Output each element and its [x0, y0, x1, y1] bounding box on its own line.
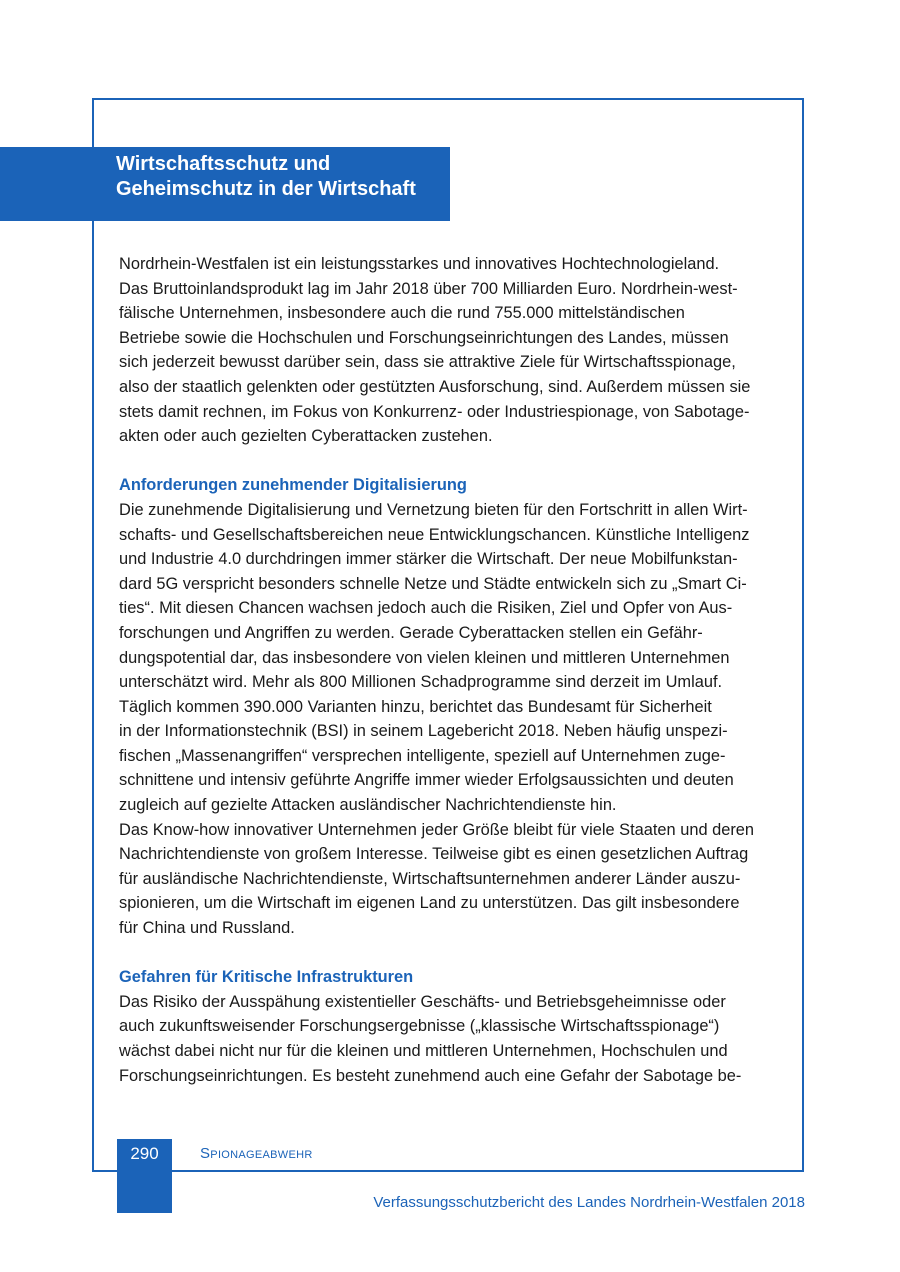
text-line: Täglich kommen 390.000 Varianten hinzu, berichtet das Bundesamt für Sicherheit	[119, 697, 712, 716]
text-line: für China und Russland.	[119, 919, 295, 938]
text-line: dard 5G verspricht besonders schnelle Netze und Städte entwickeln sich zu „Smart Ci-	[119, 574, 747, 593]
text-line: stets damit rechnen, im Fokus von Konkurrenz- oder Industriespionage, von Sabotage-	[119, 402, 750, 421]
section-title-line-2: Geheimschutz in der Wirtschaft	[116, 178, 416, 200]
text-line: Forschungseinrichtungen. Es besteht zunehmend auch eine Gefahr der Sabotage be-	[119, 1066, 742, 1085]
subheading-digitalisierung: Anforderungen zunehmender Digitalisierung	[119, 476, 467, 495]
text-line: zugleich auf gezielte Attacken ausländischer Nachrichtendienste hin.	[119, 796, 617, 815]
text-line: für ausländische Nachrichtendienste, Wirtschaftsunternehmen anderer Länder auszu-	[119, 869, 741, 888]
text-line: und Industrie 4.0 durchdringen immer stärker die Wirtschaft. Der neue Mobilfunkstan-	[119, 550, 738, 569]
text-line: schafts- und Gesellschaftsbereichen neue Entwicklungschancen. Künstliche Intelligenz	[119, 525, 750, 544]
text-line: schnittene und intensiv geführte Angriffe immer wieder Erfolgsaussichten und deuten	[119, 771, 734, 790]
text-line: in der Informationstechnik (BSI) in seinem Lagebericht 2018. Neben häufig unspezi-	[119, 722, 728, 741]
text-line: ties“. Mit diesen Chancen wachsen jedoch auch die Risiken, Ziel und Opfer von Aus-	[119, 599, 733, 618]
text-line: Das Know-how innovativer Unternehmen jeder Größe bleibt für viele Staaten und deren	[119, 820, 755, 839]
paragraph-gap	[119, 941, 789, 966]
running-header-section: Spionageabwehr	[200, 1145, 313, 1162]
text-line: Das Risiko der Ausspähung existentieller Geschäfts- und Betriebsgeheimnisse oder	[119, 992, 726, 1011]
text-line: Nordrhein-Westfalen ist ein leistungsstarkes und innovatives Hochtechnologieland.	[119, 255, 720, 273]
paragraph-gap	[119, 449, 789, 474]
text-line: Betriebe sowie die Hochschulen und Forschungseinrichtungen des Landes, müssen	[119, 328, 729, 347]
text-line: fälische Unternehmen, insbesondere auch die rund 755.000 mittelständischen	[119, 304, 685, 323]
text-line: auch zukunftsweisender Forschungsergebnisse („klassische Wirtschaftsspionage“)	[119, 1017, 720, 1036]
text-line: wächst dabei nicht nur für die kleinen und mittleren Unternehmen, Hochschulen und	[119, 1042, 728, 1060]
section-infrastrukturen	[119, 965, 789, 1088]
text-line: akten oder auch gezielten Cyberattacken zustehen.	[119, 427, 493, 446]
section-digitalisierung	[119, 473, 789, 940]
text-line: fischen „Massenangriffen“ versprechen intelligente, speziell auf Unternehmen zuge-	[119, 746, 726, 765]
text-line: sich jederzeit bewusst darüber sein, dass sie attraktive Ziele für Wirtschaftsspionage,	[119, 353, 736, 372]
body-text	[119, 252, 789, 1088]
page-number: 290	[130, 1144, 159, 1163]
text-line: also der staatlich gelenkten oder gestützten Ausforschung, sind. Außerdem müssen sie	[119, 377, 751, 396]
intro-paragraph	[119, 252, 789, 449]
section-title-line-1: Wirtschaftsschutz und	[116, 153, 331, 175]
text-line: Die zunehmende Digitalisierung und Vernetzung bieten für den Fortschritt in allen Wirt-	[119, 500, 748, 519]
subheading-infrastrukturen: Gefahren für Kritische Infrastrukturen	[119, 968, 414, 987]
section-title-box	[0, 147, 450, 221]
text-line: spionieren, um die Wirtschaft im eigenen Land zu unterstützen. Das gilt insbesondere	[119, 894, 740, 913]
text-line: unterschätzt wird. Mehr als 800 Millionen Schadprogramme sind derzeit im Umlauf.	[119, 673, 723, 692]
page-number-box	[117, 1139, 172, 1213]
text-line: Nachrichtendienste von großem Interesse. Teilweise gibt es einen gesetzlichen Auftrag	[119, 845, 749, 864]
report-title-footer: Verfassungsschutzbericht des Landes Nordrhein-Westfalen 2018	[373, 1194, 805, 1211]
text-line: forschungen und Angriffen zu werden. Gerade Cyberattacken stellen ein Gefähr-	[119, 623, 703, 642]
text-line: Das Bruttoinlandsprodukt lag im Jahr 2018 über 700 Milliarden Euro. Nordrhein-west-	[119, 279, 738, 298]
text-line: dungspotential dar, das insbesondere von vielen kleinen und mittleren Unternehmen	[119, 648, 730, 667]
